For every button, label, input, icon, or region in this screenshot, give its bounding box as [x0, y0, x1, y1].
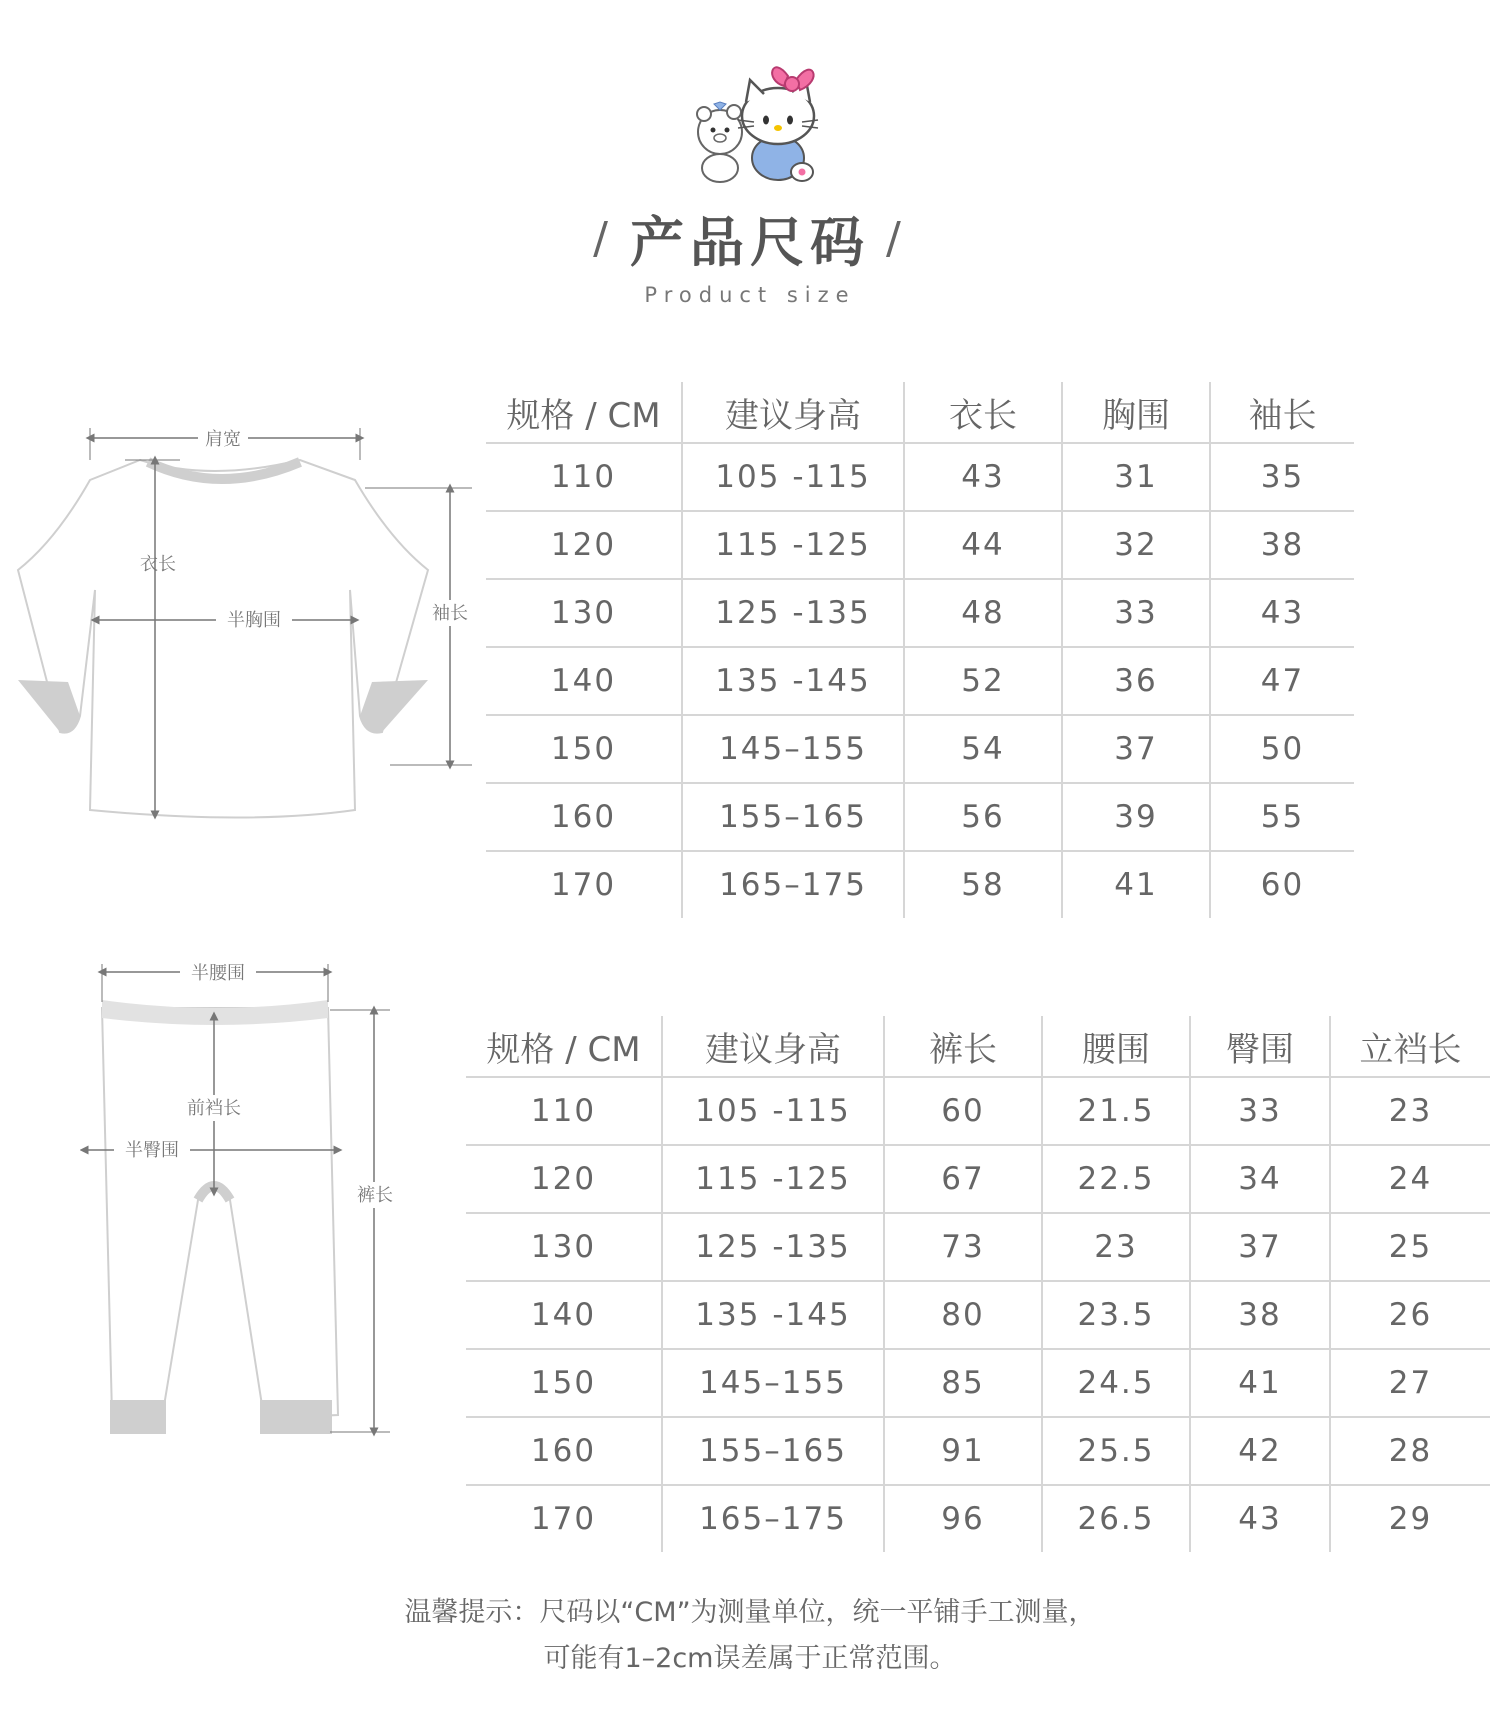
table-header-cell: 建议身高: [662, 1016, 884, 1077]
table-cell: 58: [904, 851, 1062, 918]
table-cell: 32: [1062, 511, 1210, 579]
table-cell: 33: [1190, 1077, 1330, 1145]
table-cell: 37: [1062, 715, 1210, 783]
table-cell: 24.5: [1042, 1349, 1190, 1417]
table-cell: 44: [904, 511, 1062, 579]
table-row: [466, 1349, 1490, 1417]
table-cell: 140: [486, 647, 682, 715]
page-subtitle: Product size: [644, 283, 856, 307]
table-row: [486, 851, 1354, 918]
table-header-cell: 规格 / CM: [486, 382, 682, 443]
table-header-cell: 立裆长: [1330, 1016, 1490, 1077]
table-cell: 80: [884, 1281, 1042, 1349]
half-chest-label: 半胸围: [227, 610, 281, 631]
table-cell: 165–175: [662, 1485, 884, 1552]
table-cell: 36: [1062, 647, 1210, 715]
table-header-cell: 胸围: [1062, 382, 1210, 443]
half-hip-label: 半臀围: [125, 1140, 179, 1161]
table-cell: 37: [1190, 1213, 1330, 1281]
table-cell: 145–155: [682, 715, 904, 783]
title-block: [0, 200, 1500, 307]
table-cell: 96: [884, 1485, 1042, 1552]
table-cell: 67: [884, 1145, 1042, 1213]
half-waist-label: 半腰围: [191, 963, 245, 984]
table-header-cell: 裤长: [884, 1016, 1042, 1077]
table-cell: 35: [1210, 443, 1354, 511]
table-cell: 48: [904, 579, 1062, 647]
table-header-cell: 腰围: [1042, 1016, 1190, 1077]
table-cell: 135 -145: [662, 1281, 884, 1349]
table-cell: 155–165: [662, 1417, 884, 1485]
table-cell: 135 -145: [682, 647, 904, 715]
table-cell: 120: [466, 1145, 662, 1213]
table-row: [486, 647, 1354, 715]
title-slash-left: /: [593, 213, 614, 264]
table-cell: 115 -125: [682, 511, 904, 579]
table-cell: 105 -115: [682, 443, 904, 511]
table-header-cell: 建议身高: [682, 382, 904, 443]
table-cell: 105 -115: [662, 1077, 884, 1145]
table-cell: 43: [904, 443, 1062, 511]
table-header-cell: 袖长: [1210, 382, 1354, 443]
table-cell: 29: [1330, 1485, 1490, 1552]
table-cell: 170: [550, 867, 617, 903]
table-cell: 23: [1042, 1213, 1190, 1281]
table-cell: 28: [1330, 1417, 1490, 1485]
table-row: [466, 1145, 1490, 1213]
table-cell: 60: [884, 1077, 1042, 1145]
table-row: [466, 1281, 1490, 1349]
shoulder-label: 肩宽: [205, 429, 241, 450]
table-cell: 140: [466, 1281, 662, 1349]
table-cell: 41: [1190, 1349, 1330, 1417]
table-row: [466, 1485, 1490, 1552]
top-size-table: [486, 382, 1354, 918]
table-cell: 160: [466, 1417, 662, 1485]
table-cell: 60: [1210, 851, 1354, 918]
table-cell: 43: [1190, 1485, 1330, 1552]
pants-diagram: [80, 960, 420, 1450]
table-cell: 31: [1062, 443, 1210, 511]
table-cell: 110: [486, 443, 682, 511]
sleeve-label: 袖长: [432, 603, 468, 624]
table-cell: 150: [466, 1349, 662, 1417]
table-cell: 150: [486, 715, 682, 783]
table-cell: 22.5: [1042, 1145, 1190, 1213]
hello-kitty-logo-icon: [680, 40, 830, 190]
table-cell: 47: [1210, 647, 1354, 715]
table-cell: 85: [884, 1349, 1042, 1417]
table-cell: 25.5: [1042, 1417, 1190, 1485]
table-header-row: [486, 382, 1354, 443]
table-row: [466, 1417, 1490, 1485]
table-cell: 170: [530, 1501, 597, 1537]
front-rise-label: 前裆长: [187, 1098, 241, 1119]
table-row: [486, 783, 1354, 851]
table-cell: 23: [1330, 1077, 1490, 1145]
table-cell: 42: [1190, 1417, 1330, 1485]
notice-line-1: 温馨提示：尺码以“CM”为测量单位，统一平铺手工测量，: [404, 1597, 1096, 1628]
table-header-cell: 衣长: [904, 382, 1062, 443]
table-cell: 21.5: [1042, 1077, 1190, 1145]
length-label: 衣长: [140, 554, 176, 575]
table-cell: 165–175: [682, 851, 904, 918]
pants-length-label: 裤长: [357, 1185, 393, 1206]
table-row: [486, 511, 1354, 579]
table-header-row: [466, 1016, 1490, 1077]
table-cell: 130: [486, 579, 682, 647]
notice-line-2: 可能有1–2cm误差属于正常范围。: [543, 1643, 957, 1674]
table-cell: 25: [1330, 1213, 1490, 1281]
title-text: 产品尺码: [630, 211, 870, 274]
table-row: [486, 443, 1354, 511]
table-row: [486, 715, 1354, 783]
table-cell: 115 -125: [662, 1145, 884, 1213]
table-header-cell: 臀围: [1190, 1016, 1330, 1077]
table-cell: 110: [466, 1077, 662, 1145]
measurement-notice: [0, 1590, 1500, 1682]
table-cell: 27: [1330, 1349, 1490, 1417]
table-cell: 125 -135: [662, 1213, 884, 1281]
table-cell: 73: [884, 1213, 1042, 1281]
table-cell: 54: [904, 715, 1062, 783]
table-cell: 43: [1210, 579, 1354, 647]
table-cell: 34: [1190, 1145, 1330, 1213]
table-cell: 26: [1330, 1281, 1490, 1349]
table-row: [466, 1077, 1490, 1145]
table-cell: 38: [1210, 511, 1354, 579]
table-row: [466, 1213, 1490, 1281]
table-cell: 23.5: [1042, 1281, 1190, 1349]
table-cell: 52: [904, 647, 1062, 715]
table-cell: 145–155: [662, 1349, 884, 1417]
table-cell: 41: [1062, 851, 1210, 918]
table-cell: 160: [486, 783, 682, 851]
table-cell: 91: [884, 1417, 1042, 1485]
page-title: [593, 200, 907, 277]
bottom-size-table: [466, 1016, 1490, 1552]
table-cell: 38: [1190, 1281, 1330, 1349]
title-slash-right: /: [886, 213, 907, 264]
table-cell: 130: [466, 1213, 662, 1281]
shirt-diagram: [10, 420, 480, 840]
table-cell: 120: [486, 511, 682, 579]
table-cell: 155–165: [682, 783, 904, 851]
table-cell: 50: [1210, 715, 1354, 783]
table-cell: 26.5: [1042, 1485, 1190, 1552]
table-cell: 24: [1330, 1145, 1490, 1213]
table-cell: 55: [1210, 783, 1354, 851]
table-cell: 33: [1062, 579, 1210, 647]
table-header-cell: 规格 / CM: [466, 1016, 662, 1077]
table-cell: 125 -135: [682, 579, 904, 647]
table-cell: 56: [904, 783, 1062, 851]
table-cell: 39: [1062, 783, 1210, 851]
table-row: [486, 579, 1354, 647]
